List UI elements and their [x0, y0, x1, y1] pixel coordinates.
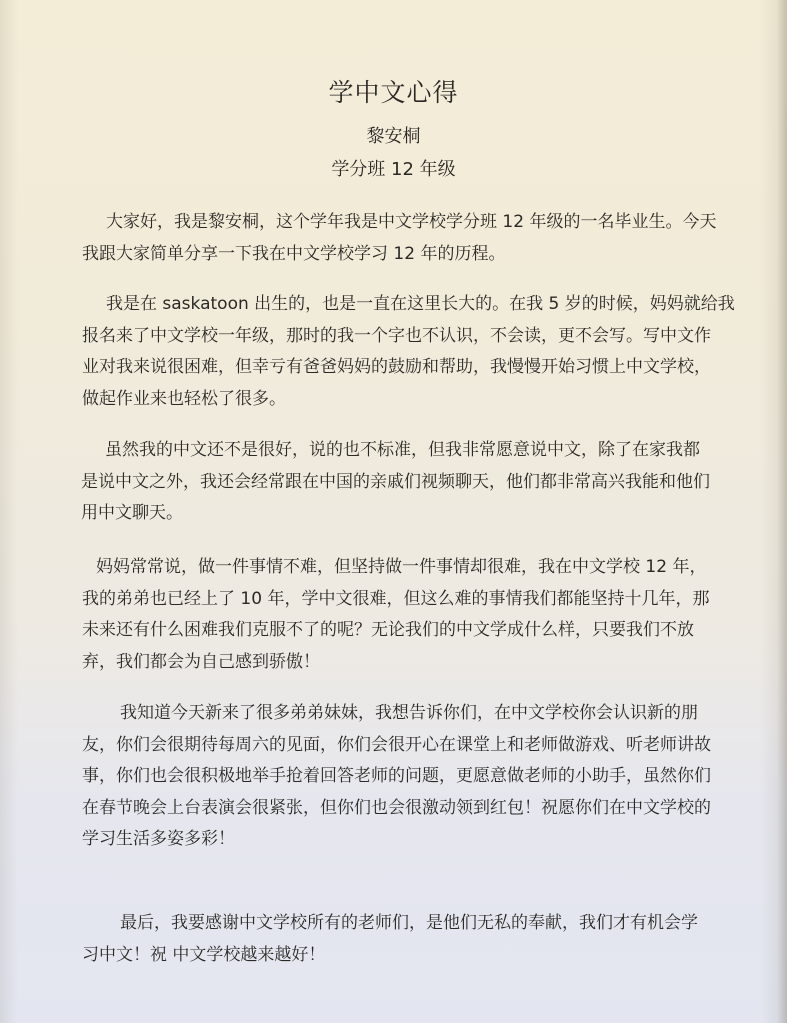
paragraph-line: 用中文聊天。 — [81, 503, 183, 523]
paragraph-line: 报名来了中文学校一年级，那时的我一个字也不认识，不会读，更不会写。写中文作 — [82, 325, 711, 346]
paragraph-line: 习中文！祝 中文学校越来越好！ — [82, 944, 326, 965]
paragraph-line: 我知道今天新来了很多弟弟妹妹，我想告诉你们，在中文学校你会认识新的朋 — [120, 703, 698, 723]
paragraph-line: 学习生活多姿多彩！ — [82, 829, 235, 849]
author-grade: 学分班 12 年级 — [331, 159, 456, 180]
paragraph-6 — [82, 908, 698, 971]
paragraph-line: 是说中文之外，我还会经常跟在中国的亲戚们视频聊天，他们都非常高兴我能和他们 — [81, 471, 710, 492]
paragraph-line: 我跟大家简单分享一下我在中文学校学习 12 年的历程。 — [82, 243, 506, 264]
paragraph-2 — [82, 289, 735, 415]
paragraph-3 — [81, 435, 710, 530]
paragraph-5 — [82, 698, 711, 856]
paragraph-line: 业对我来说很困难，但幸亏有爸爸妈妈的鼓励和帮助，我慢慢开始习惯上中文学校， — [82, 357, 711, 377]
paragraph-line: 大家好，我是黎安桐，这个学年我是中文学校学分班 12 年级的一名毕业生。今天 — [106, 212, 717, 232]
paragraph-line: 事，你们也会很积极地举手抢着回答老师的问题，更愿意做老师的小助手，虽然你们 — [82, 766, 711, 786]
paragraph-line: 虽然我的中文还不是很好，说的也不标准，但我非常愿意说中文，除了在家我都 — [105, 440, 700, 460]
paragraph-line: 妈妈常常说，做一件事情不难，但坚持做一件事情却很难，我在中文学校 12 年， — [96, 557, 707, 577]
paragraph-4 — [82, 552, 709, 678]
paragraph-line: 我的弟弟也已经上了 10 年，学中文很难，但这么难的事情我们都能坚持十几年，那 — [82, 588, 710, 609]
paragraph-line: 弃，我们都会为自己感到骄傲！ — [82, 651, 320, 672]
paragraph-line: 友，你们会很期待每周六的见面，你们会很开心在课堂上和老师做游戏、听老师讲故 — [82, 734, 711, 755]
paragraph-line: 未来还有什么困难我们克服不了的呢？无论我们的中文学成什么样，只要我们不放 — [82, 620, 694, 640]
paper-edge-shadow — [777, 0, 787, 1023]
paragraph-line: 做起作业来也轻松了很多。 — [82, 388, 286, 409]
document-title: 学中文心得 — [328, 78, 459, 107]
author-name: 黎安桐 — [366, 126, 421, 147]
paragraph-line: 我是在 saskatoon 出生的，也是一直在这里长大的。在我 5 岁的时候，妈妈就给我 — [106, 294, 735, 314]
paragraph-line: 在春节晚会上台表演会很紧张，但你们也会很激动领到红包！祝愿你们在中文学校的 — [82, 797, 711, 818]
paragraph-line: 最后，我要感谢中文学校所有的老师们，是他们无私的奉献，我们才有机会学 — [120, 913, 698, 933]
paragraph-1 — [82, 207, 716, 270]
